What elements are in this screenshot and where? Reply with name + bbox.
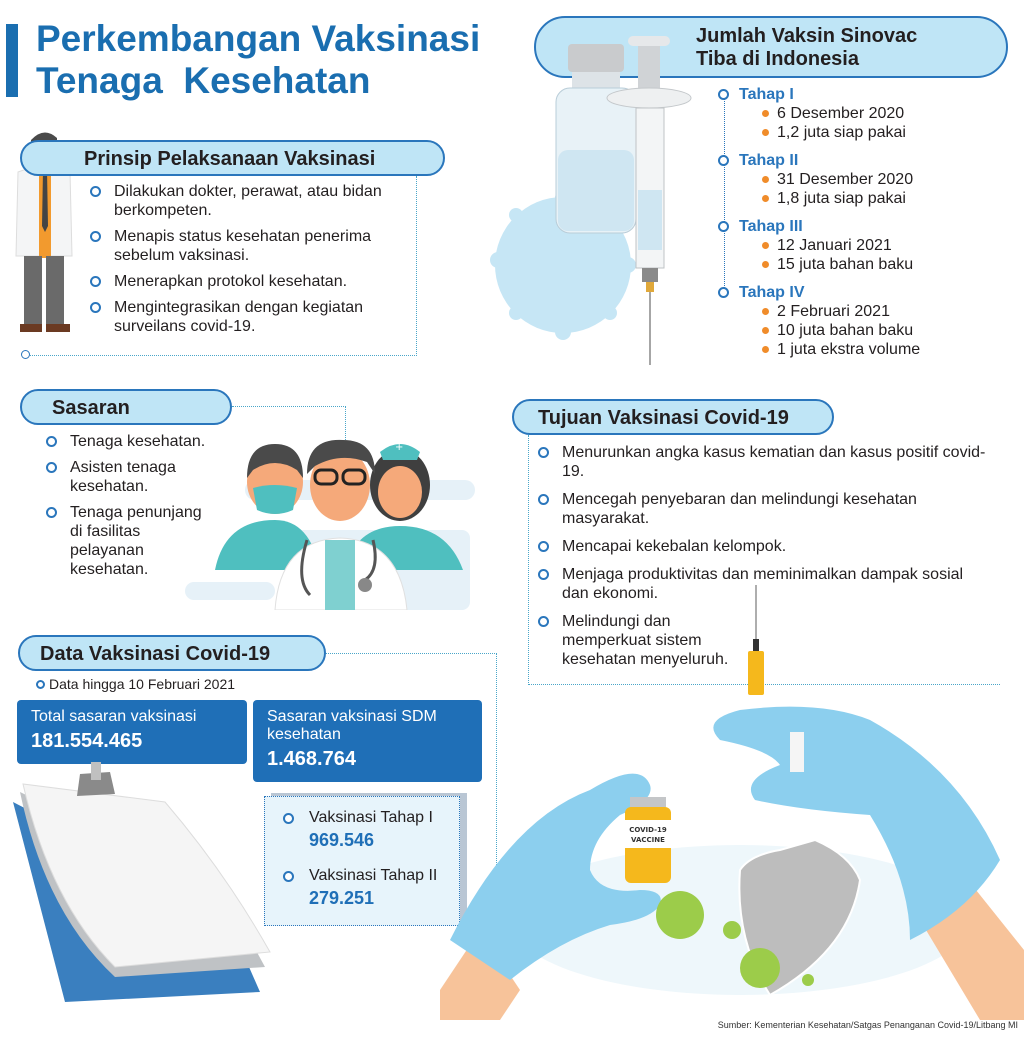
data-note: Data hingga 10 Februari 2021 xyxy=(36,676,235,692)
bullet-ring-icon xyxy=(90,302,101,313)
clipboard-papers-illustration xyxy=(5,762,285,1012)
bullet-ring-icon xyxy=(538,569,549,580)
orange-bullet-icon xyxy=(762,195,769,202)
orange-bullet-icon xyxy=(762,129,769,136)
health-workers-illustration xyxy=(185,430,475,610)
tahap2-count: Vaksinasi Tahap II 279.251 xyxy=(283,867,437,909)
stage-tahap-1: Tahap I 6 Desember 2020 1,2 juta siap pakai xyxy=(718,86,1008,152)
bullet-ring-icon xyxy=(538,447,549,458)
total-sasaran-card: Total sasaran vaksinasi 181.554.465 xyxy=(17,700,247,764)
prinsip-list xyxy=(86,182,406,343)
tujuan-item: Mencapai kekebalan kelompok. xyxy=(534,537,994,556)
title-accent-bar xyxy=(6,24,18,97)
bullet-ring-icon xyxy=(538,616,549,627)
timeline-ring-icon xyxy=(718,155,729,166)
bullet-ring-icon xyxy=(538,494,549,505)
bullet-ring-icon xyxy=(90,276,101,287)
prinsip-item: Menapis status kesehatan penerima sebelum vaksinasi. xyxy=(86,227,406,265)
sasaran-item: Asisten tenaga kesehatan. xyxy=(42,458,212,496)
page-title: Perkembangan Vaksinasi Tenaga Kesehatan xyxy=(36,18,481,101)
orange-bullet-icon xyxy=(762,346,769,353)
tujuan-item: Menurunkan angka kasus kematian dan kasus positif covid-19. xyxy=(534,443,994,481)
orange-bullet-icon xyxy=(762,110,769,117)
bullet-ring-icon xyxy=(283,813,294,824)
tahap1-count: Vaksinasi Tahap I 969.546 xyxy=(283,809,433,851)
tujuan-item: Menjaga produktivitas dan meminimalkan dampak sosial dan ekonomi. xyxy=(534,565,974,603)
sinovac-timeline xyxy=(718,86,1008,359)
bullet-ring-icon xyxy=(283,871,294,882)
sdm-sasaran-card: Sasaran vaksinasi SDM kesehatan 1.468.764 xyxy=(253,700,482,782)
prinsip-item: Dilakukan dokter, perawat, atau bidan berkompeten. xyxy=(86,182,406,220)
prinsip-item: Menerapkan protokol kesehatan. xyxy=(86,272,406,291)
prinsip-item: Mengintegrasikan dengan kegiatan surveilans covid-19. xyxy=(86,298,406,336)
data-vaksinasi-header: Data Vaksinasi Covid-19 xyxy=(18,635,326,671)
orange-bullet-icon xyxy=(762,242,769,249)
orange-bullet-icon xyxy=(762,308,769,315)
connector-ring-icon xyxy=(21,350,30,359)
stage-tahap-4: Tahap IV 2 Februari 2021 10 juta bahan baku 1 juta ekstra volume xyxy=(718,284,1008,359)
orange-bullet-icon xyxy=(762,176,769,183)
bullet-ring-icon xyxy=(36,680,45,689)
sinovac-header: Jumlah Vaksin Sinovac Tiba di Indonesia xyxy=(534,16,1008,78)
timeline-ring-icon xyxy=(718,89,729,100)
svg-text:VACCINE: VACCINE xyxy=(631,836,665,844)
sasaran-item: Tenaga kesehatan. xyxy=(42,432,212,451)
tujuan-item: Melindungi dan memperkuat sistem kesehatan menyeluruh. xyxy=(534,612,744,669)
bullet-ring-icon xyxy=(538,541,549,552)
timeline-ring-icon xyxy=(718,221,729,232)
prinsip-header: Prinsip Pelaksanaan Vaksinasi xyxy=(20,140,445,176)
stage-tahap-3: Tahap III 12 Januari 2021 15 juta bahan baku xyxy=(718,218,1008,284)
tujuan-item: Mencegah penyebaran dan melindungi kesehatan masyarakat. xyxy=(534,490,994,528)
bullet-ring-icon xyxy=(90,231,101,242)
orange-bullet-icon xyxy=(762,327,769,334)
tujuan-header: Tujuan Vaksinasi Covid-19 xyxy=(512,399,834,435)
bullet-ring-icon xyxy=(46,462,57,473)
svg-text:+: + xyxy=(395,442,404,453)
gloved-hands-vaccine-illustration xyxy=(440,690,1024,1020)
bullet-ring-icon xyxy=(46,436,57,447)
vaccine-vial-syringe-illustration xyxy=(488,30,708,370)
yellow-syringe-icon xyxy=(744,585,768,695)
stage-tahap-2: Tahap II 31 Desember 2020 1,8 juta siap pakai xyxy=(718,152,1008,218)
sasaran-header: Sasaran xyxy=(20,389,232,425)
timeline-ring-icon xyxy=(718,287,729,298)
source-credit: Sumber: Kementerian Kesehatan/Satgas Penanganan Covid-19/Litbang MI xyxy=(717,1020,1018,1030)
bullet-ring-icon xyxy=(46,507,57,518)
sasaran-item: Tenaga penunjang di fasilitas pelayanan kesehatan. xyxy=(42,503,212,579)
bullet-ring-icon xyxy=(90,186,101,197)
orange-bullet-icon xyxy=(762,261,769,268)
svg-text:COVID-19: COVID-19 xyxy=(629,826,667,834)
tahap-counts-box xyxy=(264,796,460,926)
